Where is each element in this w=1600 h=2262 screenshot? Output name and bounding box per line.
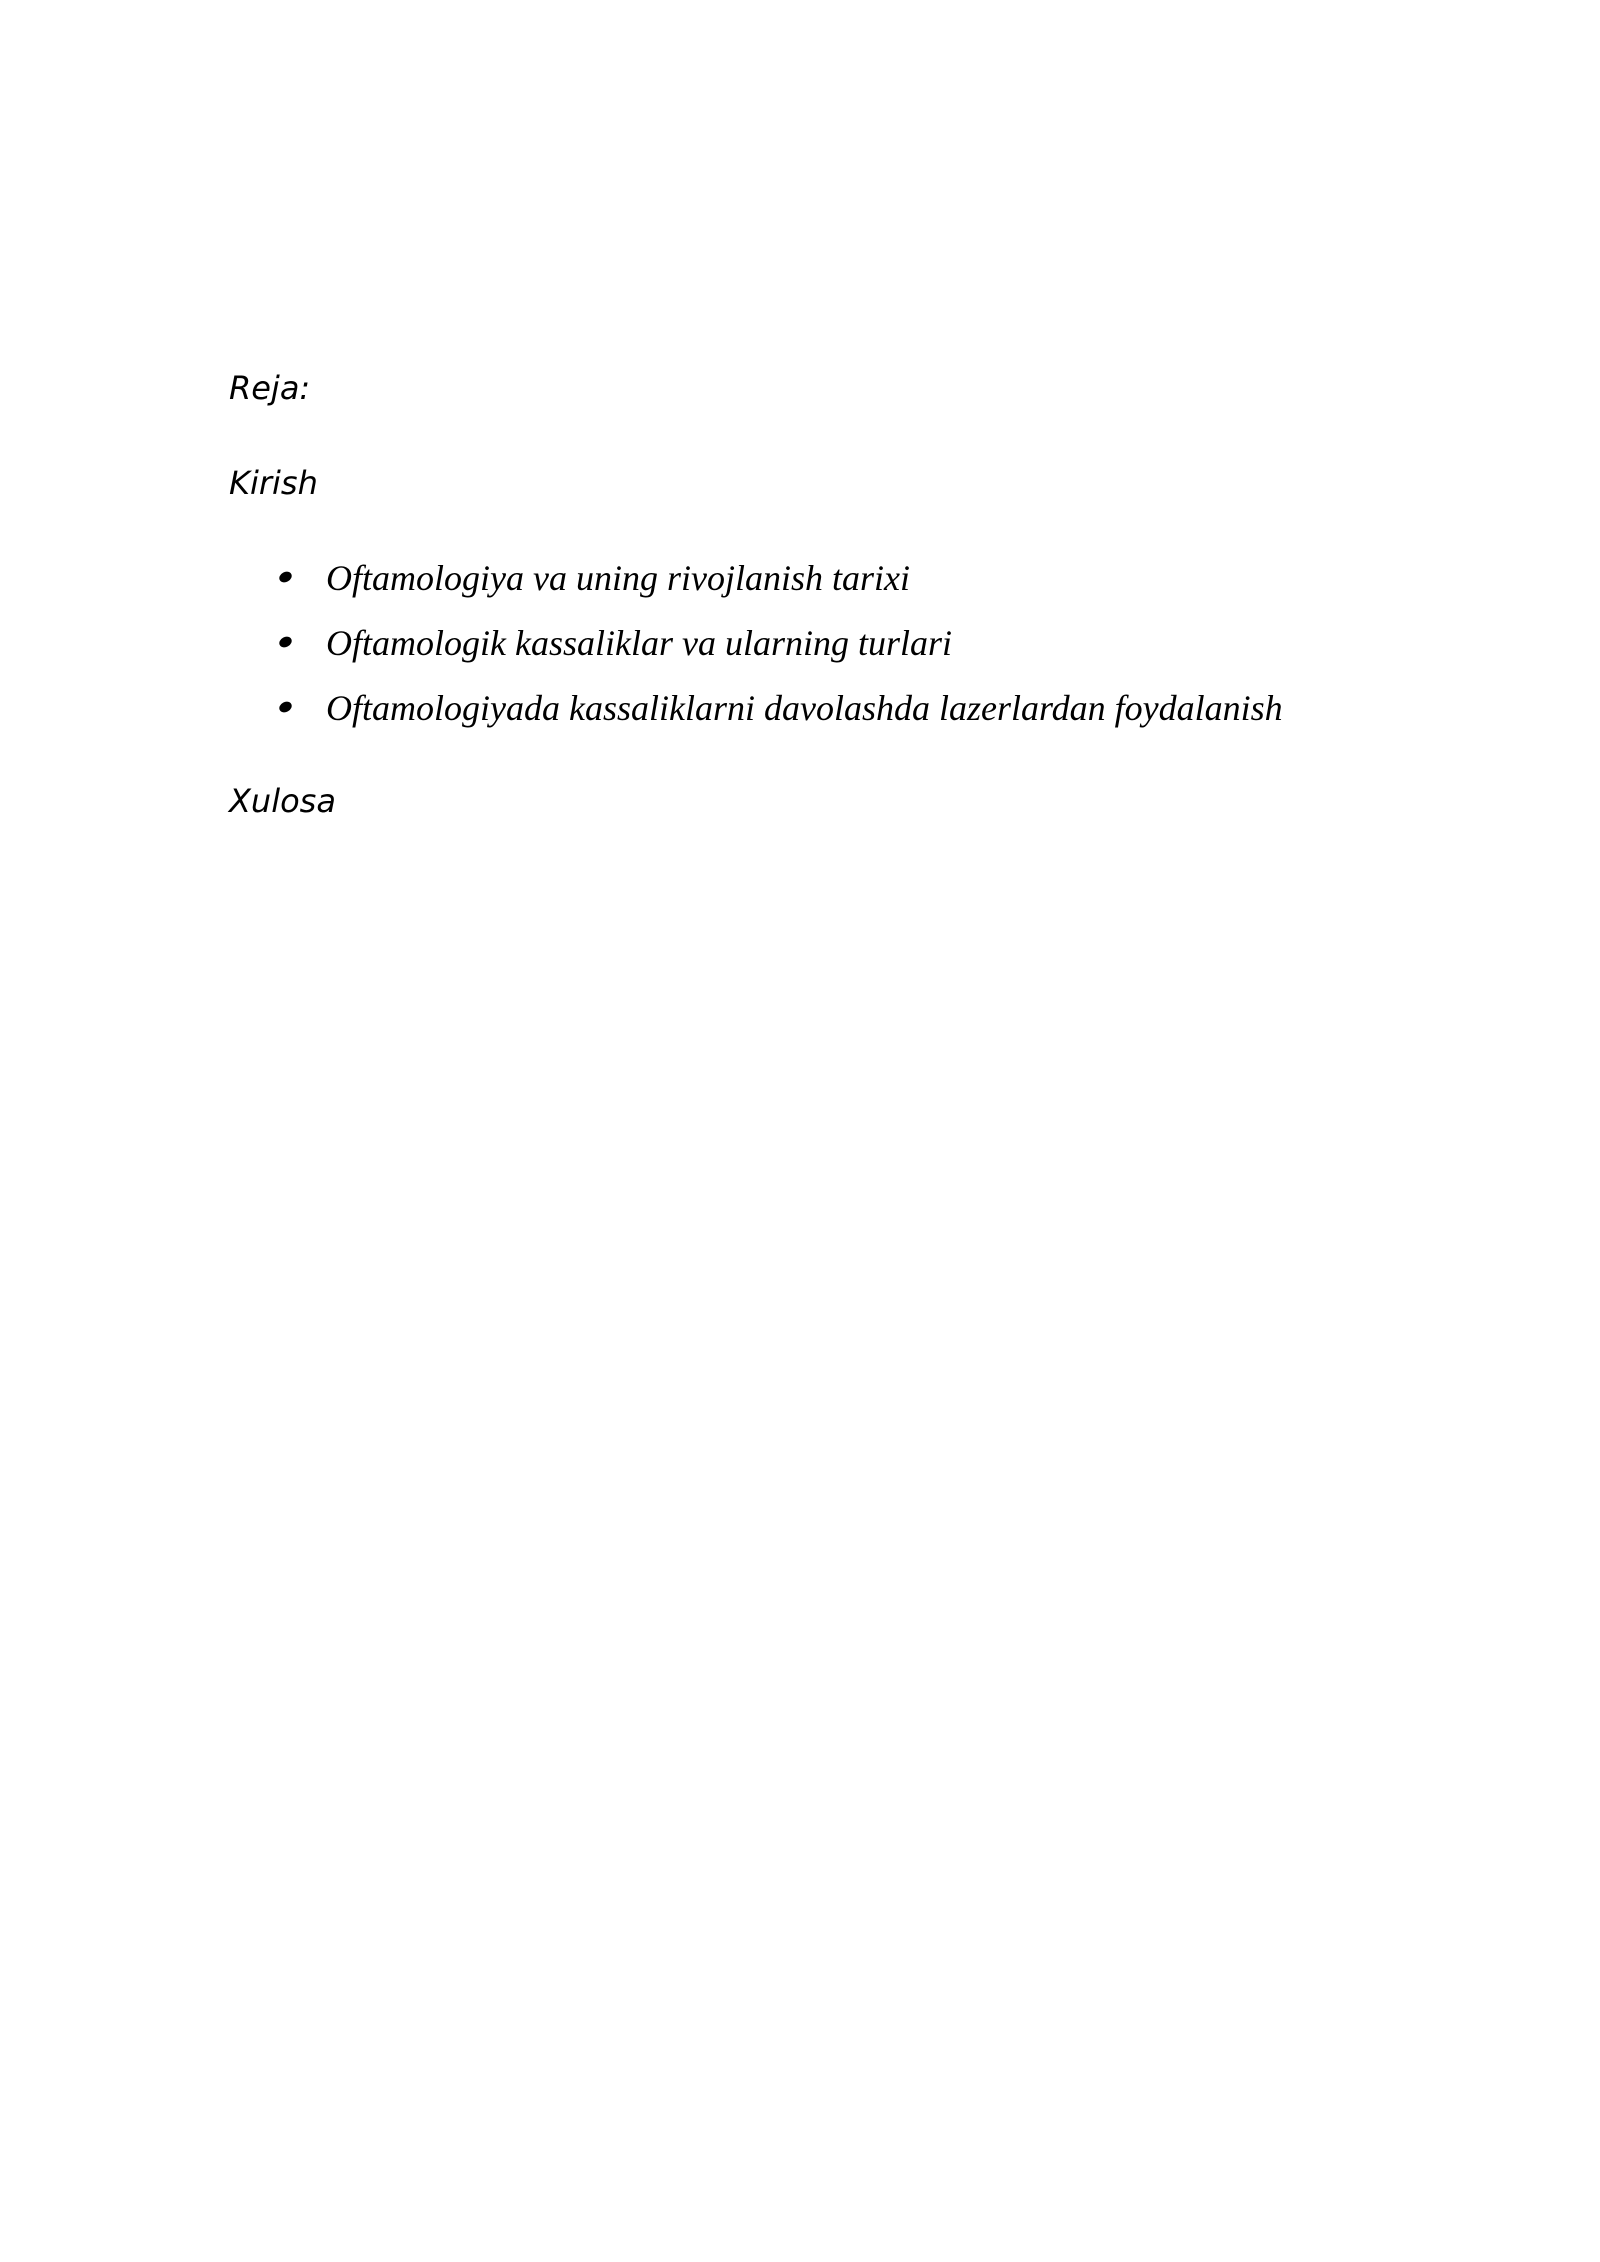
bullet-icon bbox=[277, 635, 293, 650]
bullet-icon bbox=[277, 700, 293, 715]
conclusion-label: Xulosa bbox=[229, 782, 336, 820]
introduction-label: Kirish bbox=[229, 464, 318, 502]
plan-item-text: Oftamologiyada kassaliklarni davolashda lazerlardan foydalanish bbox=[326, 688, 1283, 728]
plan-item-text: Oftamologik kassaliklar va ularning turlari bbox=[326, 623, 952, 663]
plan-list-item bbox=[277, 684, 1377, 732]
bullet-icon bbox=[277, 570, 293, 585]
plan-list-item bbox=[277, 554, 1377, 602]
plan-list-item bbox=[277, 619, 1377, 667]
plan-heading: Reja: bbox=[229, 369, 311, 407]
plan-item-text: Oftamologiya va uning rivojlanish tarixi bbox=[326, 558, 910, 598]
